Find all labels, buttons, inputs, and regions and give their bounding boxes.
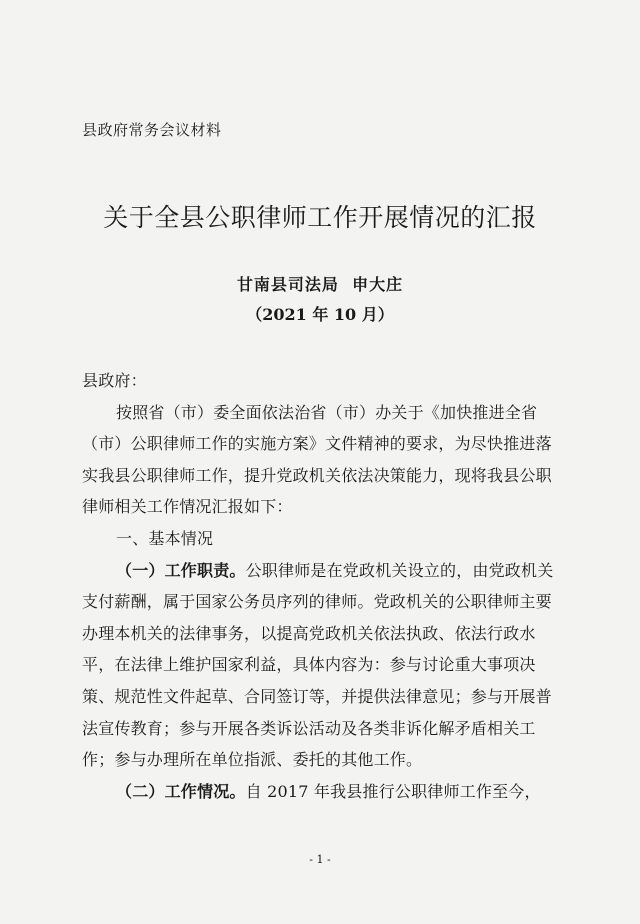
subheading-work-status: （二）工作情况。	[116, 781, 246, 801]
document-body	[82, 365, 562, 807]
work-status-text: 自 2017 年我县推行公职律师工作至今，	[245, 781, 541, 801]
date-line: （2021 年 10 月）	[246, 305, 394, 324]
header-note: 县政府常务会议材料	[82, 121, 222, 139]
duties-text: 公职律师是在党政机关设立的，由党政机关支付薪酬，属于国家公务员序列的律师。党政机关的公职律师主要办理本机关的法律事务，以提高党政机关依法执政、依法行政水平，在法律上维护国家利益，具体内容为：参与讨论重大事项决策、规范性文件起草、合同签订等，并提供法律意见；参与开展普法宣传教育；参与开展各类诉讼活动及各类非诉化解矛盾相关工作；参与办理所在单位指派、委托的其他工作。	[82, 560, 554, 770]
intro-paragraph: 按照省（市）委全面依法治省（市）办关于《加快推进全省（市）公职律师工作的实施方案》文件精神的要求，为尽快推进落实我县公职律师工作，提升党政机关依法决策能力，现将我县公职律师相关工作情况汇报如下：	[82, 402, 552, 517]
section-heading-basic: 一、基本情况	[116, 528, 214, 548]
author-line: 甘南县司法局 申大庄	[236, 275, 404, 294]
salutation: 县政府：	[82, 371, 147, 390]
subheading-duties: （一）工作职责。	[116, 560, 246, 580]
page-number: - 1 -	[309, 853, 331, 866]
document-title: 关于全县公职律师工作开展情况的汇报	[103, 203, 537, 232]
paragraph-work-status	[82, 776, 562, 808]
paragraph-duties	[82, 555, 562, 776]
